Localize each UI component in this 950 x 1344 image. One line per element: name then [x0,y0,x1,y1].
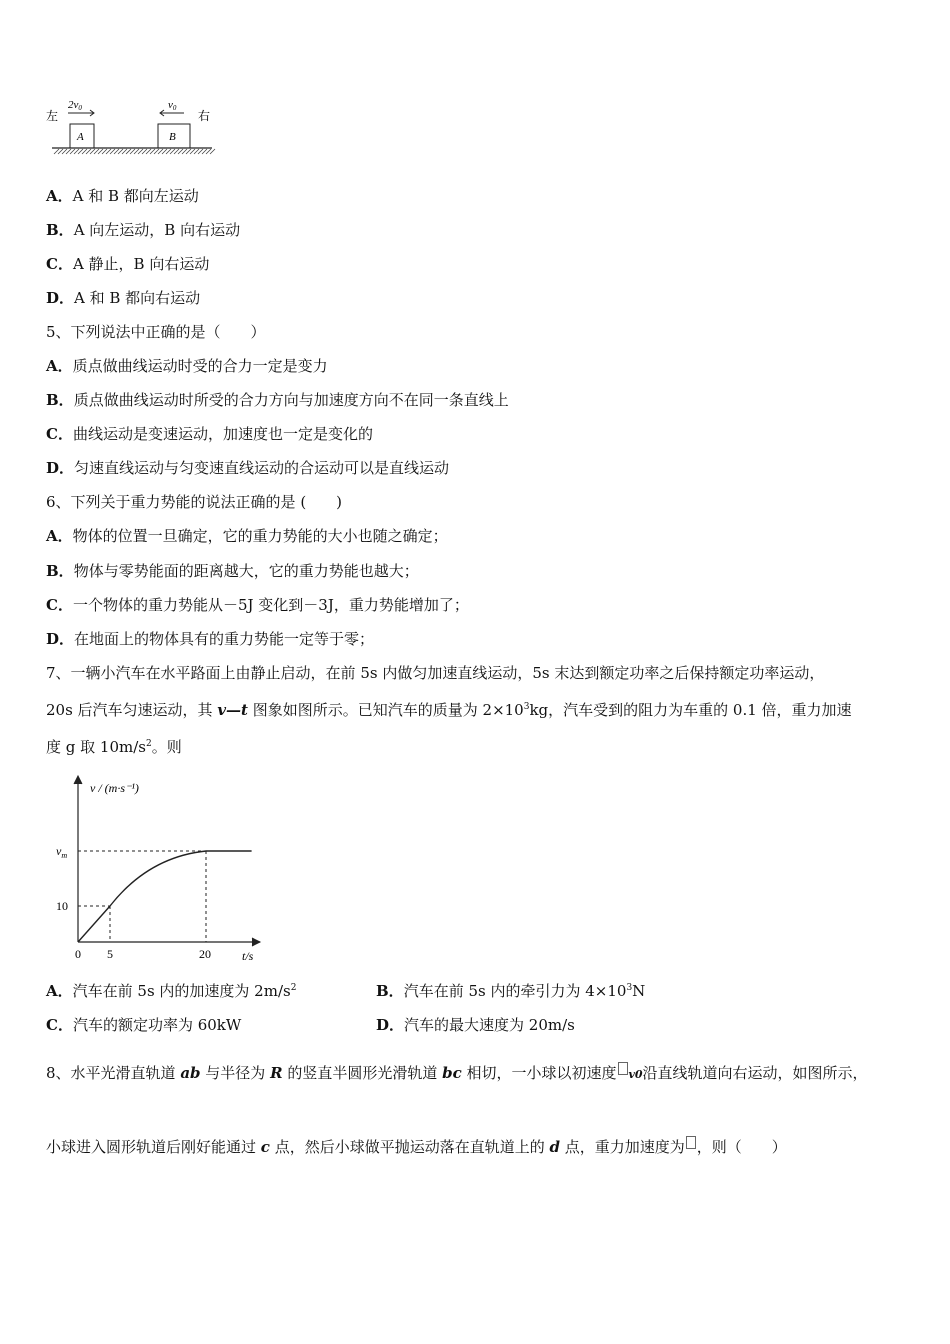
left-label: 左 [46,109,59,123]
block-a-label: A [77,131,84,143]
block-b-label: B [169,131,176,143]
x-tick-label: 5 [107,947,113,961]
q7-option-b: B．汽车在前 5s 内的牵引力为 $4\times 10^3N$ [376,982,646,1000]
q6-option-b: B．物体与零势能面的距离越大，它的重力势能也越大； [46,562,419,580]
right-label: 右 [198,109,211,123]
q8-stem-line2: 小球进入圆形轨道后刚好能通过 c 点，然后小球做平抛运动落在直轨道上的 d 点，重力加速度为 ，则（ ） [46,1138,787,1156]
q6-option-a: A．物体的位置一旦确定，它的重力势能的大小也随之确定； [46,527,448,545]
y-tick-label: 10 [56,899,68,913]
y-axis-label: v / (m·s⁻¹) [90,781,139,795]
missing-glyph-icon [618,1062,628,1075]
vt-chart [52,770,272,962]
q5-option-b: B．质点做曲线运动时所受的合力方向与加速度方向不在同一条直线上 [46,391,509,409]
ground-hatching [54,149,215,154]
x-tick-label: 20 [199,947,211,961]
q6-option-c: C．一个物体的重力势能从－5J 变化到－3J，重力势能增加了； [46,596,469,614]
q7-option-a: A．汽车在前 5s 内的加速度为 $2m/s^2$ [46,982,297,1000]
q5-option-d: D．匀速直线运动与匀变速直线运动的合运动可以是直线运动 [46,459,450,477]
q7-option-c: C．汽车的额定功率为 60kW [46,1016,242,1034]
y-tick-label: $v_m$ [56,844,68,860]
q6-stem: 6、下列关于重力势能的说法正确的是 ( ) [46,493,343,511]
q7-stem-line1: 7、一辆小汽车在水平路面上由静止启动，在前 5s 内做匀加速直线运动，5s 末达到额定功率之后保持额定功率运动， [46,664,825,682]
q4-option-b: B．A 向左运动，B 向右运动 [46,221,241,239]
missing-glyph-icon [686,1136,696,1149]
q7-option-d: D．汽车的最大速度为 20m/s [376,1016,575,1034]
q6-option-d: D．在地面上的物体具有的重力势能一定等于零； [46,630,375,648]
q5-option-c: C．曲线运动是变速运动，加速度也一定是变化的 [46,425,373,443]
a-velocity-label: 2v0 [68,99,82,112]
q5-option-a: A．质点做曲线运动时受的合力一定是变力 [46,357,328,375]
q4-option-a: A．A 和 B 都向左运动 [46,187,199,205]
x-tick-label: 0 [75,947,81,961]
b-velocity-label: v0 [168,99,177,112]
q8-stem-line1: 8、水平光滑直轨道 ab 与半径为 R 的竖直半圆形光滑轨道 bc 相切，一小球以初速度 v0沿直线轨道向右运动，如图所示， [46,1064,868,1082]
series-segment-power [110,851,206,906]
y-axis-arrow [74,776,82,784]
blocks-figure [44,96,216,160]
x-axis-label: t/s [242,949,254,962]
q4-option-c: C．A 静止，B 向右运动 [46,255,210,273]
q5-stem: 5、下列说法中正确的是（ ） [46,323,266,341]
x-axis-arrow [252,938,260,946]
q7-stem-line3: 度 g 取 $10m/s^2$。则 [46,738,182,756]
series-segment-accel [78,906,110,942]
q7-stem-line2: 20s 后汽车匀速运动，其 v—t 图象如图所示。已知汽车的质量为 $2\times 10^3kg$，汽车受到的阻力为车重的 0.1 倍，重力加速 [46,701,852,719]
q4-option-d: D．A 和 B 都向右运动 [46,289,201,307]
